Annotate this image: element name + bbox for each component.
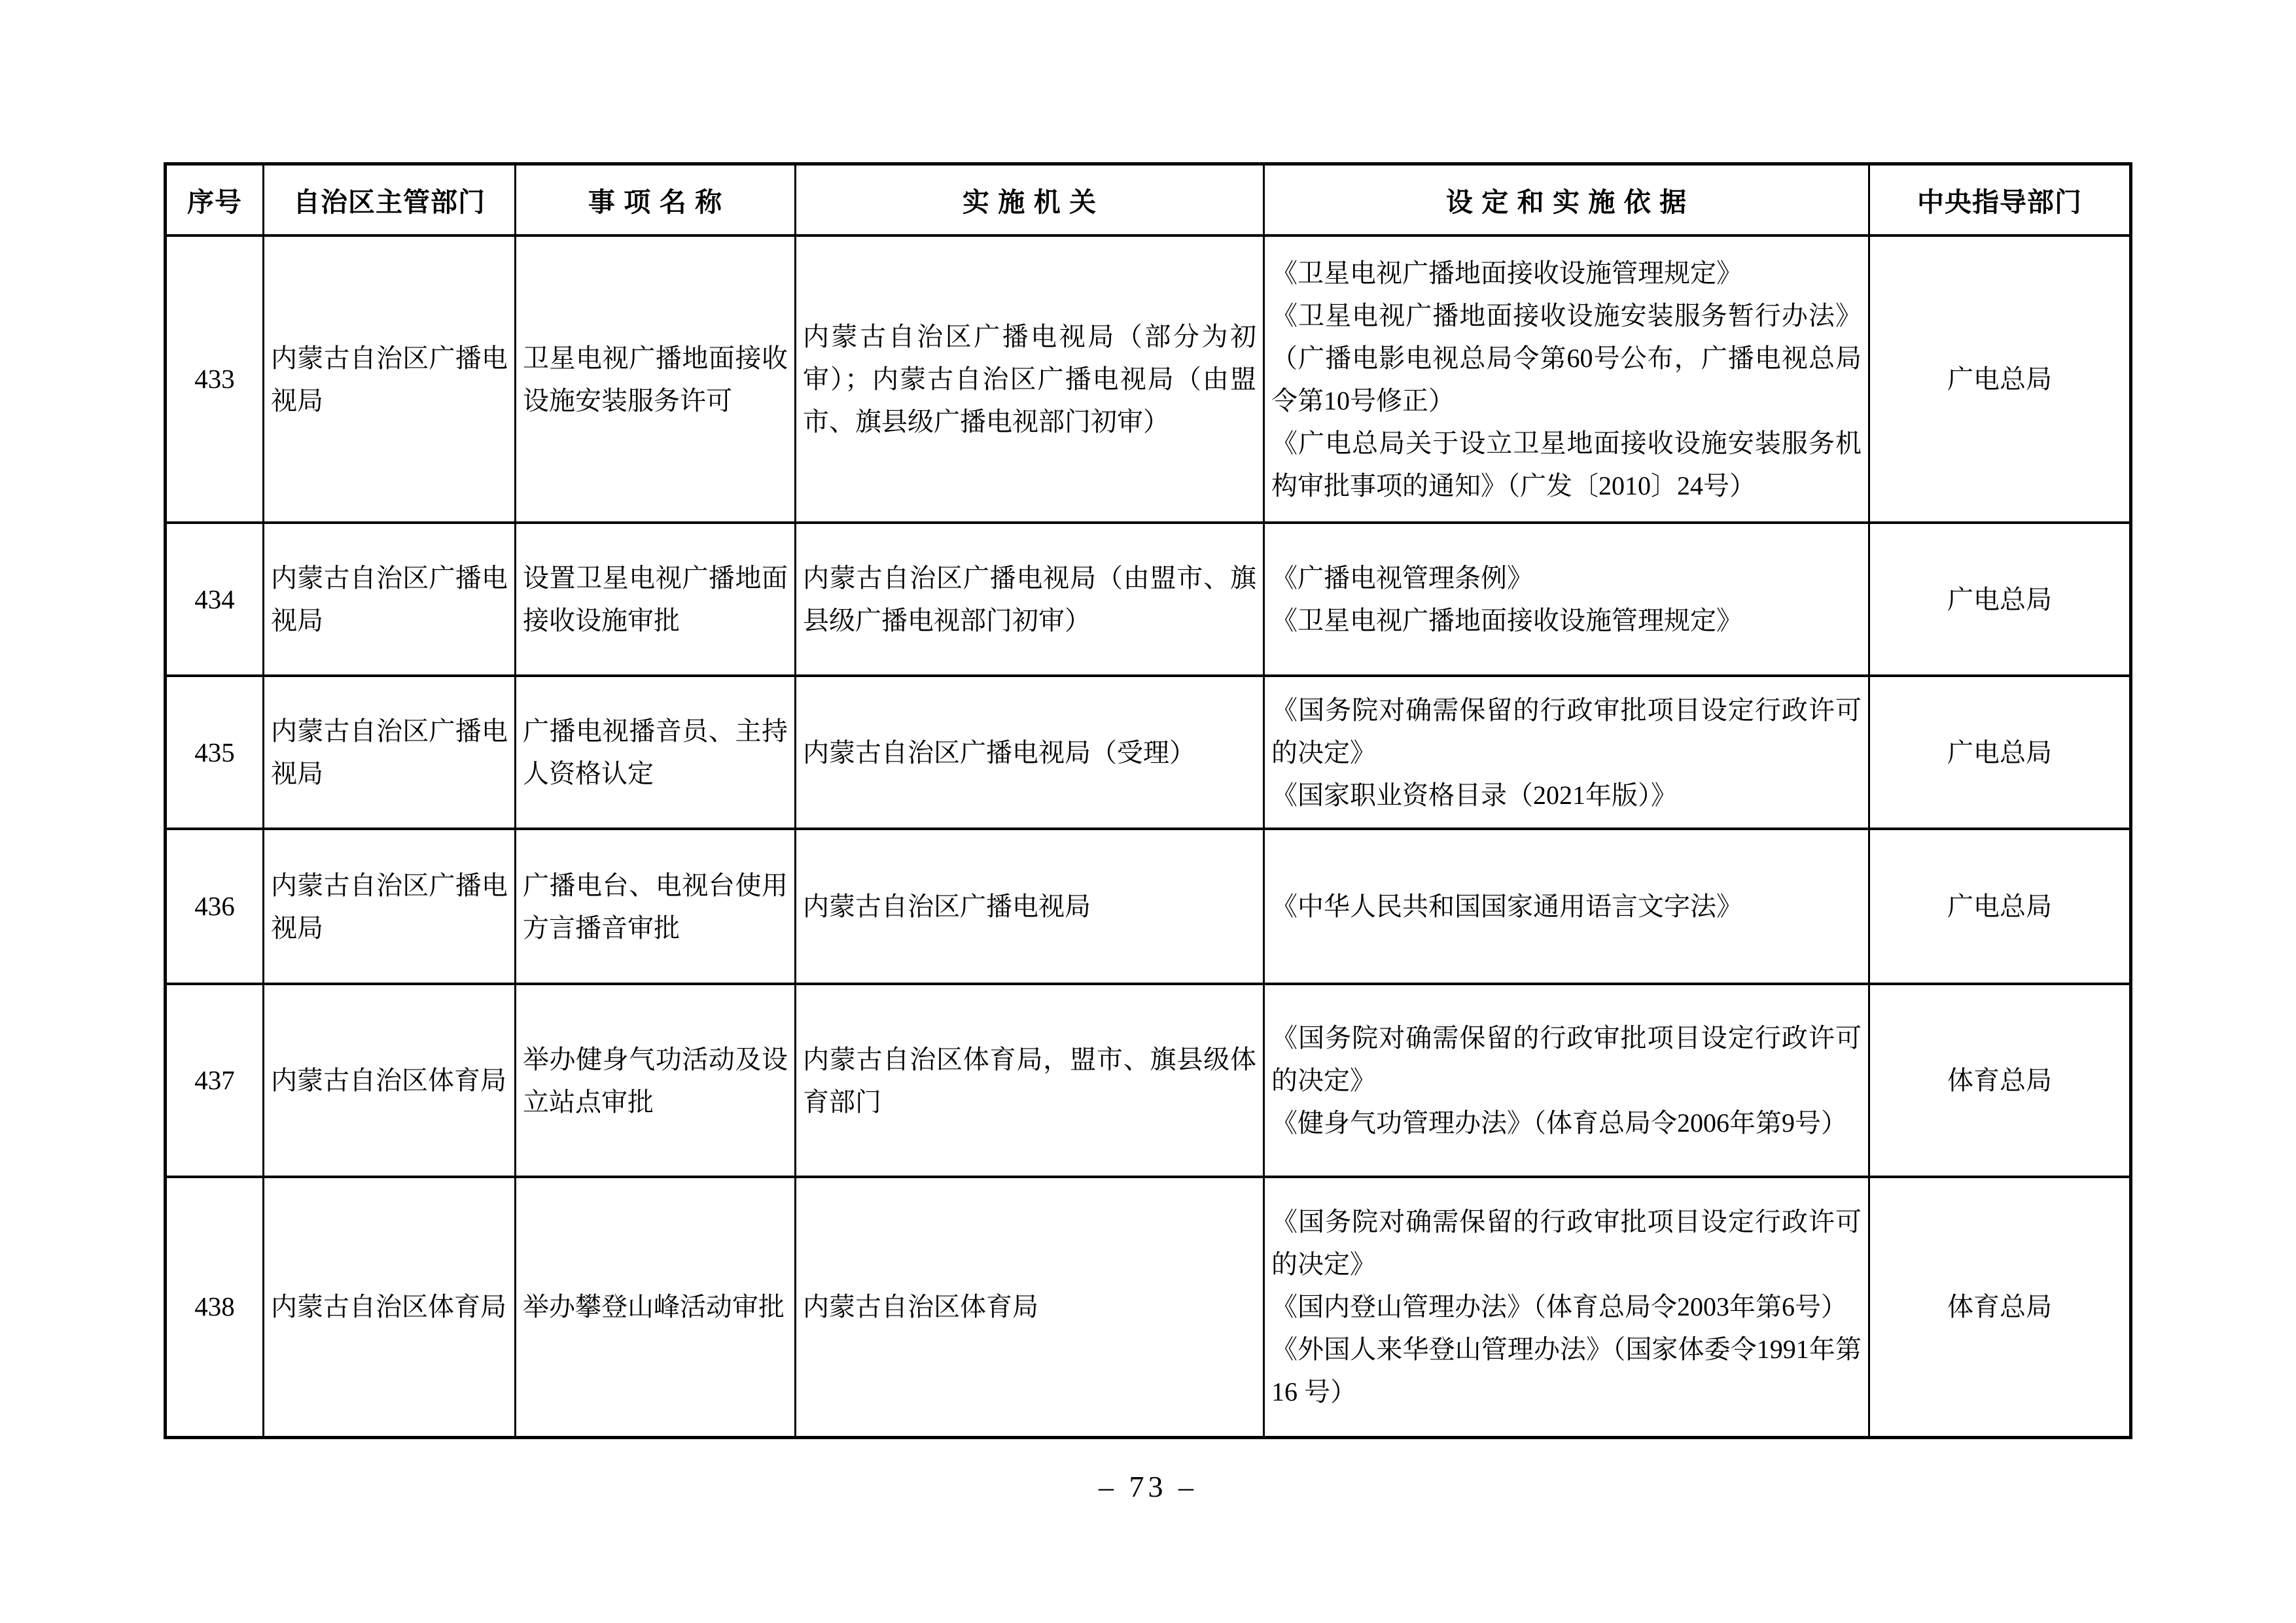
table-row [166, 984, 2131, 1177]
cell-item-name: 广播电视播音员、主持人资格认定 [516, 676, 796, 829]
cell-implementing-agency: 内蒙古自治区体育局 [796, 1177, 1264, 1437]
basis-entry: 《中华人民共和国国家通用语言文字法》 [1271, 892, 1742, 921]
table-header-row [166, 164, 2131, 236]
cell-item-name: 卫星电视广播地面接收设施安装服务许可 [516, 236, 796, 523]
cell-central-department: 体育总局 [1869, 984, 2131, 1177]
basis-entry: 《广播电视管理条例》 [1271, 563, 1533, 593]
cell-implementing-agency: 内蒙古自治区广播电视局（部分为初审）；内蒙古自治区广播电视局（由盟市、旗县级广播电视部门初审） [796, 236, 1264, 523]
cell-index: 433 [166, 236, 264, 523]
cell-implementing-agency: 内蒙古自治区体育局，盟市、旗县级体育部门 [796, 984, 1264, 1177]
cell-index: 435 [166, 676, 264, 829]
basis-entry: 《卫星电视广播地面接收设施管理规定》 [1271, 258, 1742, 288]
cell-index: 437 [166, 984, 264, 1177]
cell-implementing-agency: 内蒙古自治区广播电视局 [796, 829, 1264, 984]
basis-entry: 《国内登山管理办法》（体育总局令2003年第6号） [1271, 1292, 1847, 1322]
cell-central-department: 广电总局 [1869, 236, 2131, 523]
cell-department: 内蒙古自治区体育局 [264, 984, 516, 1177]
basis-entry: 《国务院对确需保留的行政审批项目设定行政许可的决定》 [1271, 1023, 1862, 1095]
cell-department: 内蒙古自治区广播电视局 [264, 676, 516, 829]
cell-basis [1264, 236, 1869, 523]
column-header-index: 序号 [166, 164, 264, 236]
cell-basis [1264, 676, 1869, 829]
cell-index: 436 [166, 829, 264, 984]
cell-central-department: 广电总局 [1869, 676, 2131, 829]
cell-item-name: 广播电台、电视台使用方言播音审批 [516, 829, 796, 984]
basis-entry: 《国务院对确需保留的行政审批项目设定行政许可的决定》 [1271, 695, 1862, 767]
cell-basis [1264, 829, 1869, 984]
table-row [166, 523, 2131, 676]
basis-entry: 《广电总局关于设立卫星地面接收设施安装服务机构审批事项的通知》（广发〔2010〕24号） [1271, 428, 1862, 500]
basis-entry: 《国家职业资格目录（2021年版）》 [1271, 780, 1677, 810]
cell-item-name: 设置卫星电视广播地面接收设施审批 [516, 523, 796, 676]
basis-entry: 《健身气功管理办法》（体育总局令2006年第9号） [1271, 1108, 1847, 1138]
cell-basis [1264, 1177, 1869, 1437]
cell-implementing-agency: 内蒙古自治区广播电视局（受理） [796, 676, 1264, 829]
table-row [166, 1177, 2131, 1437]
cell-central-department: 体育总局 [1869, 1177, 2131, 1437]
table-row [166, 829, 2131, 984]
column-header-central-department: 中央指导部门 [1869, 164, 2131, 236]
basis-entry: 《卫星电视广播地面接收设施安装服务暂行办法》（广播电影电视总局令第60号公布，广播电视总局令第10号修正） [1271, 300, 1862, 415]
cell-central-department: 广电总局 [1869, 523, 2131, 676]
column-header-department: 自治区主管部门 [264, 164, 516, 236]
basis-entry: 《卫星电视广播地面接收设施管理规定》 [1271, 606, 1742, 635]
table-row [166, 676, 2131, 829]
column-header-item-name: 事 项 名 称 [516, 164, 796, 236]
cell-index: 438 [166, 1177, 264, 1437]
cell-implementing-agency: 内蒙古自治区广播电视局（由盟市、旗县级广播电视部门初审） [796, 523, 1264, 676]
cell-index: 434 [166, 523, 264, 676]
cell-department: 内蒙古自治区广播电视局 [264, 829, 516, 984]
column-header-basis: 设 定 和 实 施 依 据 [1264, 164, 1869, 236]
cell-department: 内蒙古自治区广播电视局 [264, 523, 516, 676]
cell-basis [1264, 984, 1869, 1177]
cell-item-name: 举办攀登山峰活动审批 [516, 1177, 796, 1437]
cell-basis [1264, 523, 1869, 676]
cell-item-name: 举办健身气功活动及设立站点审批 [516, 984, 796, 1177]
table-row [166, 236, 2131, 523]
cell-department: 内蒙古自治区体育局 [264, 1177, 516, 1437]
cell-central-department: 广电总局 [1869, 829, 2131, 984]
column-header-implementing-agency: 实 施 机 关 [796, 164, 1264, 236]
page-number: – 73 – [1099, 1470, 1197, 1503]
basis-entry: 《国务院对确需保留的行政审批项目设定行政许可的决定》 [1271, 1207, 1862, 1280]
basis-entry: 《外国人来华登山管理办法》（国家体委令1991年第16 号） [1271, 1335, 1862, 1407]
approval-items-table [164, 162, 2132, 1439]
cell-department: 内蒙古自治区广播电视局 [264, 236, 516, 523]
